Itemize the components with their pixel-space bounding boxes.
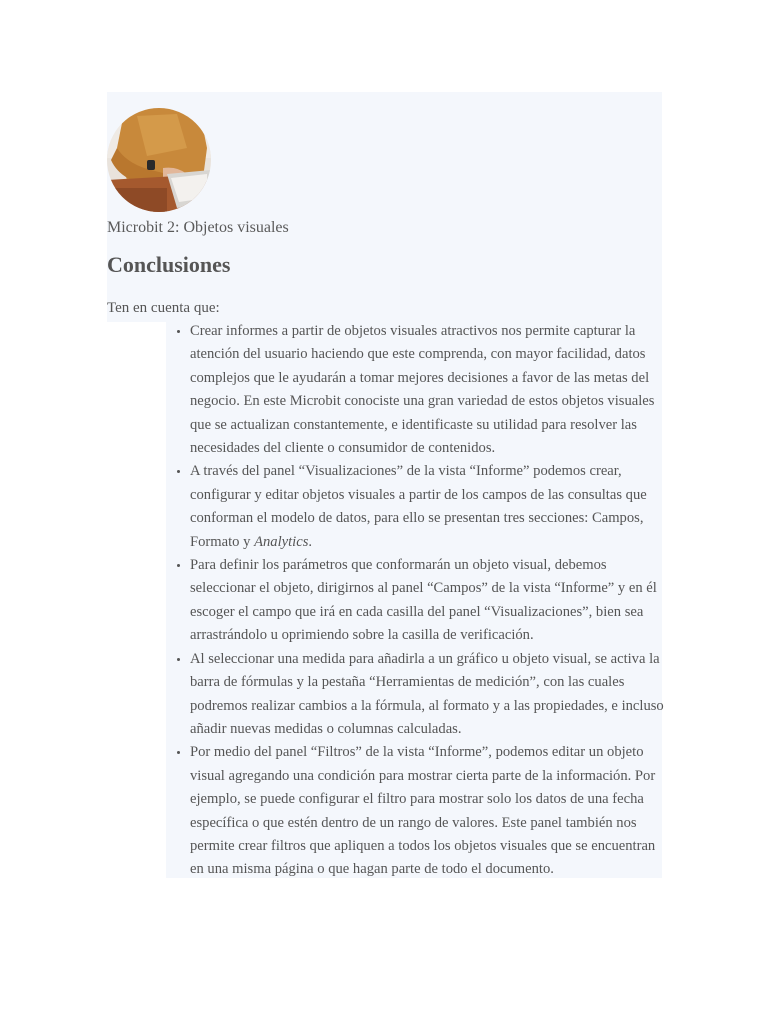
list-item-text: A través del panel “Visualizaciones” de la vista “Informe” podemos crear, configurar y editar objetos visuales a partir de los campos de las consultas que conforman el modelo de datos, para ello se presentan tres secciones: Campos, Formato y bbox=[190, 463, 647, 550]
conclusions-list bbox=[107, 320, 667, 882]
document-subtitle: Microbit 2: Objetos visuales bbox=[107, 219, 289, 236]
list-item-text: Por medio del panel “Filtros” de la vista “Informe”, podemos editar un objeto visual agregando una condición para mostrar cierta parte de la información. Por ejemplo, se puede configurar el filtro para mostrar solo los datos de una fecha específica o que estén dentro de un rango de valores. Este panel también nos permite crear filtros que apliquen a todos los objetos visuales que se encuentran en una misma página o que hagan parte de todo el documento. bbox=[190, 744, 656, 878]
person-with-laptop-photo bbox=[107, 108, 211, 212]
list-item bbox=[190, 320, 667, 460]
list-item-text-end: . bbox=[308, 533, 313, 550]
laptop-user-illustration bbox=[107, 108, 211, 212]
section-heading: Conclusiones bbox=[107, 252, 231, 277]
list-item bbox=[190, 554, 667, 648]
list-item-emphasis: Analytics bbox=[254, 533, 309, 550]
list-item-text: Al seleccionar una medida para añadirla a un gráfico u objeto visual, se activa la barra de fórmulas y la pestaña “Herramientas de medición”, con las cuales podremos realizar cambios a la fórmula, al formato y a las propiedades, e incluso añadir nuevas medidas o columnas calculadas. bbox=[190, 650, 664, 737]
list-item bbox=[190, 648, 667, 742]
intro-text: Ten en cuenta que: bbox=[107, 300, 220, 316]
document-content bbox=[107, 108, 667, 882]
list-item bbox=[190, 460, 667, 554]
list-item bbox=[190, 741, 667, 881]
list-item-text: Para definir los parámetros que conformarán un objeto visual, debemos seleccionar el objeto, dirigirnos al panel “Campos” de la vista “Informe” y en él escoger el campo que irá en cada casilla del panel “Visualizaciones”, bien sea arrastrándolo u oprimiendo sobre la casilla de verificación. bbox=[190, 557, 657, 644]
list-item-text: Crear informes a partir de objetos visuales atractivos nos permite capturar la atención del usuario haciendo que este comprenda, con mayor facilidad, datos complejos que le ayudarán a tomar mejores decisiones a favor de las metas del negocio. En este Microbit conociste una gran variedad de estos objetos visuales que se actualizan constantemente, e identificaste su utilidad para resolver las necesidades del cliente o consumidor de contenidos. bbox=[190, 323, 655, 457]
